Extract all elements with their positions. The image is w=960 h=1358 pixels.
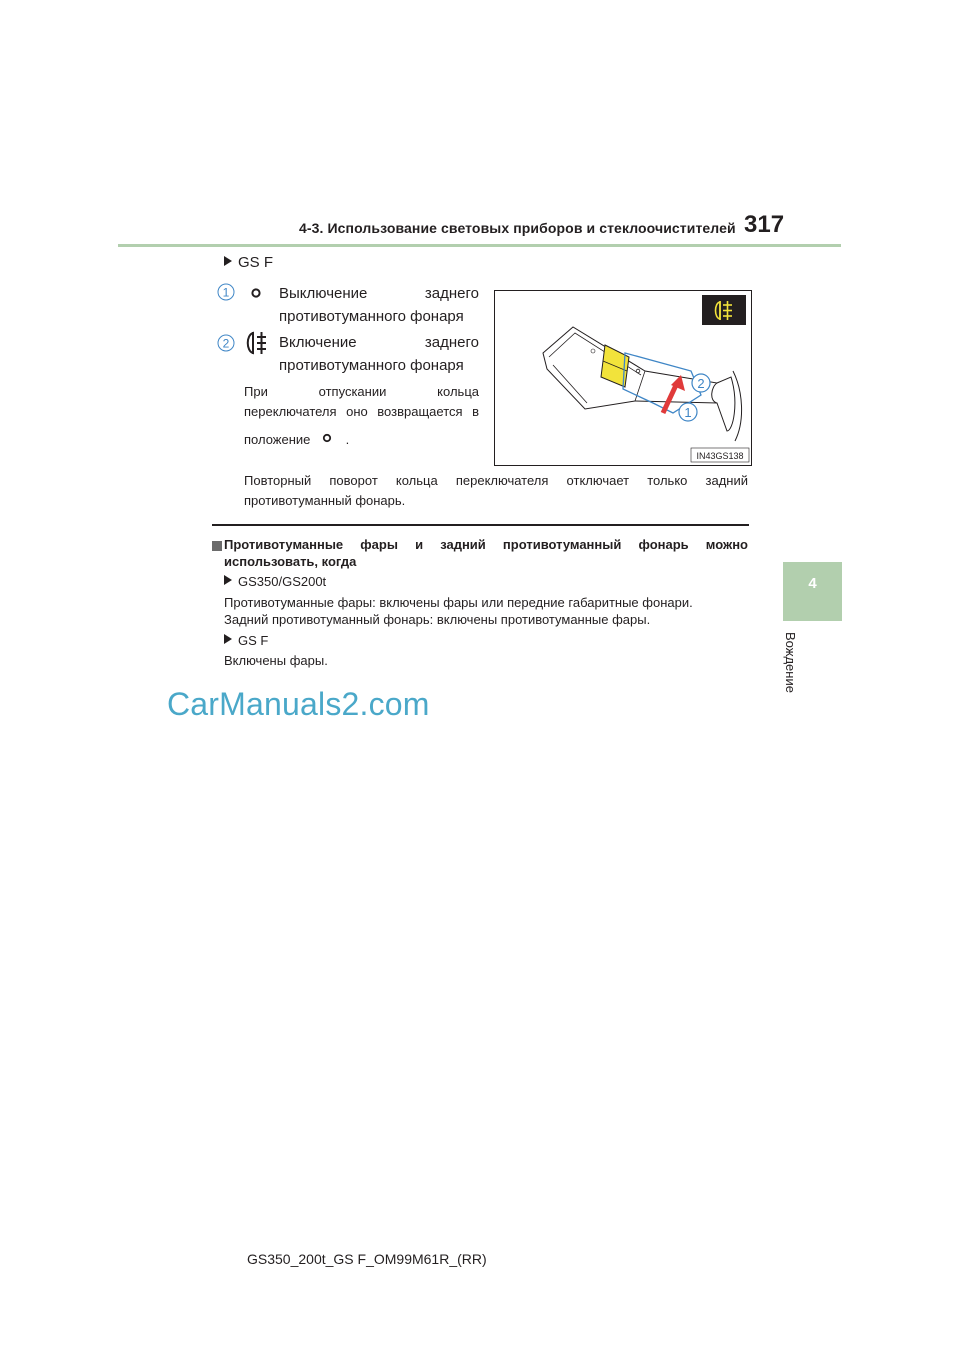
- item-1-line2: противотуманного фонаря: [279, 308, 464, 325]
- triangle-bullet-icon: [224, 256, 232, 266]
- triangle-bullet-icon: [224, 634, 232, 644]
- note-line2: переключателя оно возвращается в: [244, 404, 479, 419]
- gsf-heading-text: GS F: [238, 254, 274, 271]
- repeat-note-line1: Повторный поворот кольца переключателя отключает только задний: [244, 473, 748, 488]
- figure-code: IN43GS138: [696, 451, 744, 461]
- model-b-label: GS F: [238, 633, 269, 648]
- note-line3-suffix: .: [345, 432, 350, 447]
- fog-off-circle-icon: [322, 433, 332, 443]
- item-2-line2: противотуманного фонаря: [279, 357, 464, 374]
- note-line3: [244, 429, 349, 451]
- note-line1: При отпускании кольца: [244, 384, 479, 399]
- model-a-text-line2: Задний противотуманный фонарь: включены противотуманные фары.: [224, 612, 651, 627]
- fog-off-circle-icon: [250, 287, 262, 299]
- svg-text:2: 2: [222, 336, 230, 351]
- figure-callout-2: 2: [697, 376, 705, 391]
- switch-illustration: [495, 291, 751, 465]
- page-number: 317: [744, 211, 785, 238]
- gsf-heading: [224, 254, 273, 271]
- chapter-number: 4: [808, 575, 817, 592]
- watermark: CarManuals2.com: [167, 686, 430, 722]
- document-footer: GS350_200t_GS F_OM99M61R_(RR): [247, 1251, 487, 1267]
- note-line3-prefix: положение: [244, 432, 311, 447]
- square-bullet-icon: [212, 541, 222, 551]
- model-a-heading: [224, 574, 326, 589]
- chapter-label-wrap: [783, 632, 801, 702]
- triangle-bullet-icon: [224, 575, 232, 585]
- section-title: 4-3. Использование световых приборов и стеклоочистителей: [299, 220, 736, 236]
- number-2-icon: [217, 334, 235, 352]
- repeat-note-line2: противотуманный фонарь.: [244, 493, 406, 508]
- svg-text:1: 1: [222, 285, 230, 300]
- conditions-heading-line2: использовать, когда: [224, 554, 357, 569]
- model-a-label: GS350/GS200t: [238, 574, 327, 589]
- rear-fog-light-icon: [242, 329, 270, 357]
- number-1-icon: [217, 283, 235, 301]
- chapter-label: Вождение: [783, 632, 798, 693]
- item-1-line1: Выключение заднего: [279, 285, 479, 302]
- model-b-heading: [224, 633, 268, 648]
- section-divider: [212, 524, 749, 526]
- conditions-heading-line1: Противотуманные фары и задний противотуманный фонарь можно: [224, 537, 748, 552]
- header-rule: [118, 244, 841, 247]
- switch-figure: [494, 290, 752, 466]
- item-2-line1: Включение заднего: [279, 334, 479, 351]
- figure-callout-1: 1: [684, 405, 692, 420]
- model-b-text: Включены фары.: [224, 653, 328, 668]
- model-a-text-line1: Противотуманные фары: включены фары или передние габаритные фонари.: [224, 595, 693, 610]
